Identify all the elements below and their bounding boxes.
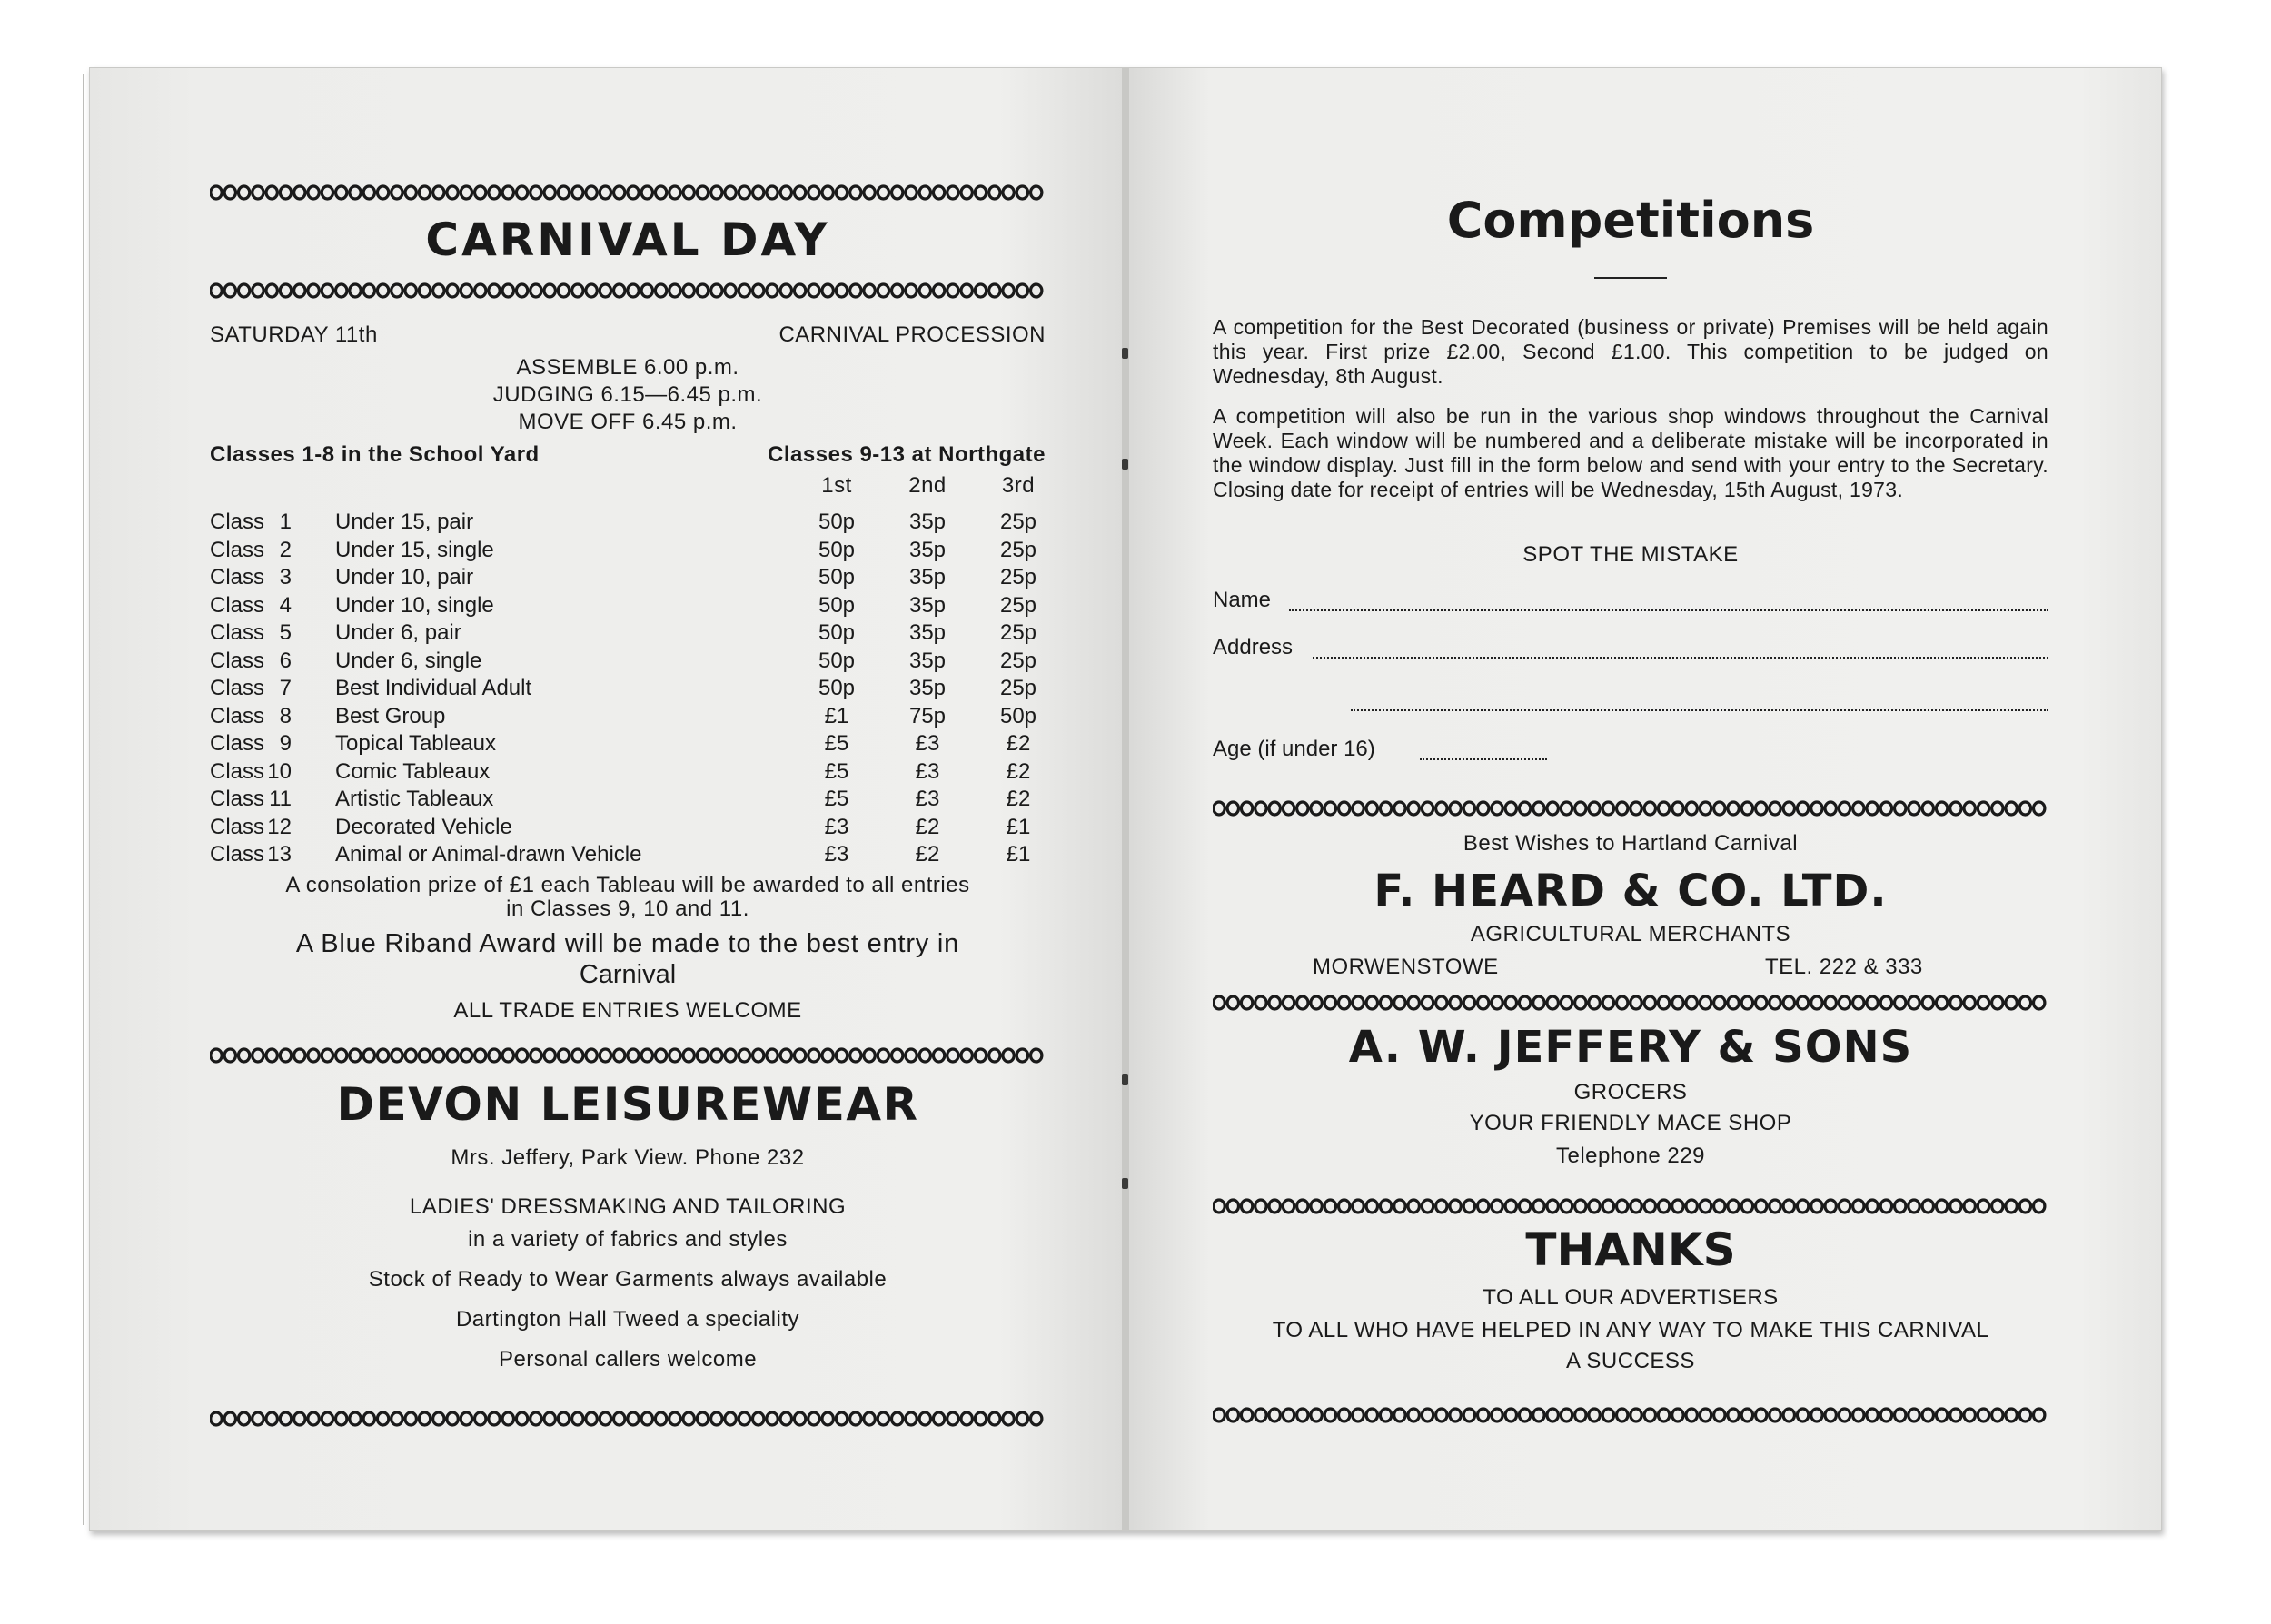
first-prize: 50p [818,565,856,589]
first-prize: £1 [824,703,849,728]
second-prize: £2 [915,842,940,866]
table-row [210,620,1046,649]
class-description: Artistic Tableaux [335,787,494,811]
event-date: SATURDAY 11th [210,322,378,347]
devon-line-2: in a variety of fabrics and styles [468,1227,788,1252]
first-prize: 50p [818,676,856,700]
class-description: Best Individual Adult [335,676,532,700]
entry-form-address [1213,635,2048,662]
second-prize: £3 [915,731,940,756]
heard-company-title: F. HEARD & CO. LTD. [1374,866,1888,916]
class-description: Under 10, pair [335,565,474,589]
staple [1122,348,1128,359]
second-prize: 35p [908,648,947,673]
class-number: 12 [267,814,292,839]
class-description: Decorated Vehicle [335,814,512,839]
event-name: CARNIVAL PROCESSION [778,322,1046,347]
table-row [210,815,1046,843]
heard-place: MORWENSTOWE [1313,955,1499,979]
first-prize: 50p [818,537,856,562]
third-prize: £1 [1006,814,1031,839]
address-field-line-1[interactable] [1313,657,2048,659]
class-number: 6 [279,648,292,673]
second-prize: 35p [908,620,947,645]
spine [1122,68,1129,1530]
schedule-move-off: MOVE OFF 6.45 p.m. [518,410,738,434]
class-label: Class [210,676,265,700]
class-description: Under 10, single [335,592,494,618]
class-number: 5 [279,620,292,645]
devon-line-3: Stock of Ready to Wear Garments always available [368,1267,888,1292]
consolation-prize-classes: in Classes 9, 10 and 11. [506,896,749,921]
third-prize: £2 [1006,731,1031,756]
devon-line-1: LADIES' DRESSMAKING AND TAILORING [409,1194,847,1219]
class-label: Class [210,814,265,839]
class-label: Class [210,565,265,589]
third-prize: 25p [999,676,1037,700]
third-prize: £2 [1006,758,1031,784]
class-description: Comic Tableaux [335,758,491,784]
classes-location-right: Classes 9-13 at Northgate [768,442,1046,467]
first-prize: 50p [818,592,856,618]
devon-leisurewear-title: DEVON LEISUREWEAR [336,1078,919,1131]
second-prize: £3 [915,787,940,811]
class-label: Class [210,620,265,645]
class-number: 7 [279,676,292,700]
class-number: 13 [267,842,292,866]
table-row [210,538,1046,566]
decorative-border [1213,1198,2048,1214]
second-prize: £3 [915,758,940,784]
second-prize: 75p [908,703,947,728]
booklet [89,67,2162,1531]
decorative-border [210,282,1046,299]
title-underline [1594,277,1667,279]
thanks-line-2: TO ALL WHO HAVE HELPED IN ANY WAY TO MAKE THIS CARNIVAL [1272,1318,1989,1342]
thanks-line-3: A SUCCESS [1566,1349,1695,1373]
table-row [210,759,1046,787]
table-row [210,842,1046,870]
jeffery-telephone: Telephone 229 [1556,1144,1705,1168]
decorative-border [210,1411,1046,1427]
blue-riband-text: A Blue Riband Award will be made to the best entry in [295,929,960,958]
schedule-assemble: ASSEMBLE 6.00 p.m. [516,355,739,380]
third-prize: 25p [999,537,1037,562]
class-description: Under 6, single [335,648,482,673]
class-label: Class [210,731,265,756]
table-row [210,676,1046,704]
table-row [210,593,1046,621]
first-prize: £3 [824,842,849,866]
class-number: 3 [279,565,292,589]
class-description: Animal or Animal-drawn Vehicle [335,842,642,866]
third-prize: 50p [999,703,1037,728]
decorative-border [210,1047,1046,1064]
third-prize: £2 [1006,787,1031,811]
consolation-prize-text: A consolation prize of £1 each Tableau will be awarded to all entries [285,873,970,897]
class-label: Class [210,592,265,618]
carnival-day-title: CARNIVAL DAY [425,213,830,266]
table-row [210,649,1046,677]
address-label: Address [1213,635,1294,659]
class-label: Class [210,648,265,673]
entry-form-age [1213,737,2048,764]
age-label: Age (if under 16) [1213,737,1375,761]
classes-location-left: Classes 1-8 in the School Yard [210,442,540,467]
trade-entries-welcome: ALL TRADE ENTRIES WELCOME [453,998,802,1023]
class-label: Class [210,703,265,728]
heard-telephone: TEL. 222 & 333 [1765,955,1923,979]
first-prize: 50p [818,620,856,645]
entry-form-name [1213,588,2048,615]
thanks-line-1: TO ALL OUR ADVERTISERS [1483,1285,1779,1310]
second-prize: 35p [908,510,947,534]
name-label: Name [1213,588,1272,612]
table-row [210,704,1046,732]
staple [1122,1178,1128,1189]
devon-line-4: Dartington Hall Tweed a speciality [455,1307,800,1332]
jeffery-line-2: YOUR FRIENDLY MACE SHOP [1469,1111,1792,1135]
table-row [210,731,1046,759]
class-number: 8 [279,703,292,728]
first-prize: £5 [824,731,849,756]
class-description: Under 15, single [335,537,494,562]
second-prize: 35p [908,565,947,589]
decorative-border [1213,800,2048,817]
schedule-judging: JUDGING 6.15—6.45 p.m. [492,382,763,407]
class-number: 2 [279,537,292,562]
spot-the-mistake-title: SPOT THE MISTAKE [1522,542,1739,567]
class-description: Topical Tableaux [335,731,497,756]
class-number: 4 [279,592,292,618]
third-prize: £1 [1006,842,1031,866]
decorative-border [1213,995,2048,1011]
best-wishes-text: Best Wishes to Hartland Carnival [1463,831,1799,856]
blue-riband-carnival: Carnival [579,960,677,989]
class-number: 10 [267,758,292,784]
jeffery-line-1: GROCERS [1573,1080,1688,1104]
second-prize: £2 [915,814,940,839]
class-label: Class [210,787,265,811]
prize-header-1st: 1st [821,473,852,498]
class-number: 9 [279,731,292,756]
decorative-border [210,184,1046,201]
second-prize: 35p [908,537,947,562]
staple [1122,459,1128,470]
class-label: Class [210,758,265,784]
third-prize: 25p [999,620,1037,645]
thanks-title: THANKS [1525,1223,1736,1276]
third-prize: 25p [999,592,1037,618]
first-prize: £3 [824,814,849,839]
table-row [210,565,1046,593]
class-description: Under 15, pair [335,510,474,534]
devon-contact: Mrs. Jeffery, Park View. Phone 232 [451,1145,805,1170]
prize-header-3rd: 3rd [1001,473,1036,498]
age-field[interactable] [1420,758,1547,760]
prize-header-2nd: 2nd [908,473,947,498]
class-label: Class [210,537,265,562]
devon-line-5: Personal callers welcome [498,1347,758,1371]
third-prize: 25p [999,510,1037,534]
right-page [1127,68,2161,1530]
competition-para-1: A competition for the Best Decorated (business or private) Premises will be held again this year. First prize £2.00, Second £1.00. This competition to be judged on Wednesday, 8th August. [1213,315,2048,388]
table-row [210,510,1046,538]
prize-table [210,510,1046,870]
table-row [210,787,1046,815]
second-prize: 35p [908,592,947,618]
class-number: 11 [269,787,292,811]
second-prize: 35p [908,676,947,700]
address-field-line-2[interactable] [1351,709,2048,711]
first-prize: 50p [818,648,856,673]
jeffery-company-title: A. W. JEFFERY & SONS [1348,1022,1913,1073]
competitions-title: Competitions [1446,192,1815,249]
third-prize: 25p [999,648,1037,673]
staple [1122,1074,1128,1085]
class-description: Under 6, pair [335,620,461,645]
class-number: 1 [279,510,292,534]
class-label: Class [210,842,265,866]
first-prize: 50p [818,510,856,534]
class-description: Best Group [335,703,446,728]
heard-tagline: AGRICULTURAL MERCHANTS [1470,922,1791,946]
competition-para-2: A competition will also be run in the various shop windows throughout the Carnival Week. Each window will be numbered and a deliberate mistake will be incorporated in the window display. Just fill in the form below and send with your entry to the Secretary. Closing date for receipt of entries will be Wednesday, 15th August, 1973. [1213,404,2048,501]
first-prize: £5 [824,787,849,811]
third-prize: 25p [999,565,1037,589]
first-prize: £5 [824,758,849,784]
name-field[interactable] [1289,609,2048,611]
class-label: Class [210,510,265,534]
decorative-border [1213,1407,2048,1423]
